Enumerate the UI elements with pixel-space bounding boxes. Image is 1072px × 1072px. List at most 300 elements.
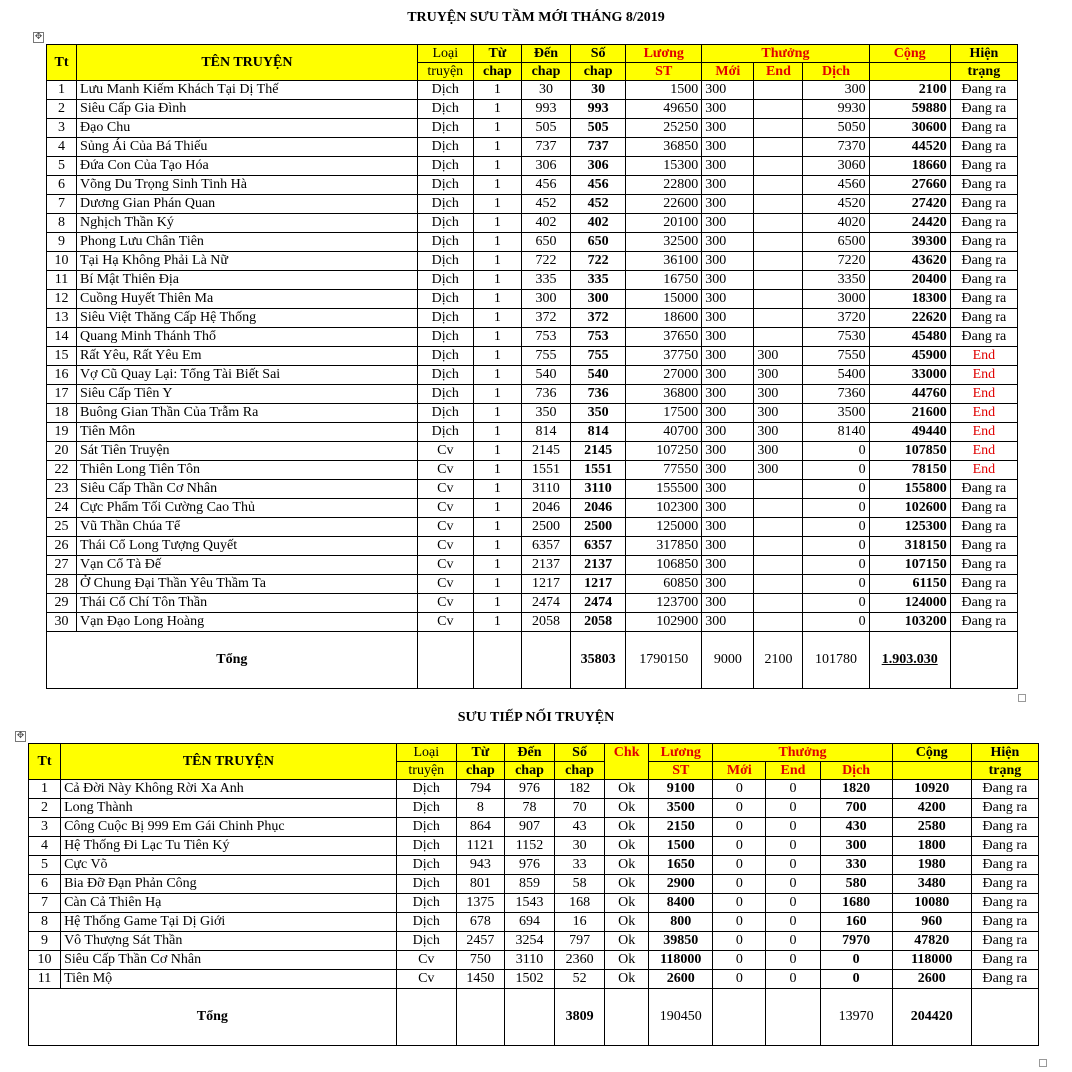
cell-end [754, 290, 803, 309]
cell-so: 722 [571, 252, 626, 271]
col-tu-2: chap [473, 63, 521, 81]
cell-status: End [950, 347, 1017, 366]
cell-cong: 30600 [869, 119, 950, 138]
cell-name: Nghịch Thần Ký [77, 214, 418, 233]
cell-end [754, 233, 803, 252]
cell-tt: 3 [47, 119, 77, 138]
cell-end [754, 518, 803, 537]
cell-tu: 2457 [456, 932, 504, 951]
cell-name: Cả Đời Này Không Rời Xa Anh [61, 780, 397, 799]
cell-cong: 10920 [892, 780, 971, 799]
cell-dich: 0 [820, 970, 892, 989]
col-end: End [754, 63, 803, 81]
cell-tt: 26 [47, 537, 77, 556]
cell-dich: 5400 [803, 366, 869, 385]
cell-dich: 0 [803, 594, 869, 613]
cell-tt: 5 [29, 856, 61, 875]
cell-luong: 60850 [626, 575, 702, 594]
cell-end [754, 328, 803, 347]
cell-tt: 11 [47, 271, 77, 290]
cell-luong: 17500 [626, 404, 702, 423]
cell-dich: 1820 [820, 780, 892, 799]
col2-hien: Hiện [971, 744, 1038, 762]
cell-dich: 330 [820, 856, 892, 875]
cell-tu: 1 [473, 423, 521, 442]
cell-cong: 45900 [869, 347, 950, 366]
col2-moi: Mới [713, 762, 766, 780]
col-luong: Lương [626, 45, 702, 63]
cell-dich: 3500 [803, 404, 869, 423]
table-row [47, 347, 1018, 366]
cell-so: 168 [555, 894, 605, 913]
cell-moi: 300 [702, 347, 754, 366]
cell-loai: Dịch [417, 404, 473, 423]
cell-end: 0 [766, 856, 820, 875]
cell-den: 300 [521, 290, 570, 309]
cell-chk: Ok [605, 780, 649, 799]
cell-cong: 59880 [869, 100, 950, 119]
cell-cong: 39300 [869, 233, 950, 252]
col-luong-2: ST [626, 63, 702, 81]
cell-end: 0 [766, 894, 820, 913]
cell-den: 2058 [521, 613, 570, 632]
cell-moi: 300 [702, 119, 754, 138]
cell-end [754, 309, 803, 328]
cell-chk: Ok [605, 894, 649, 913]
cell-loai: Dịch [396, 799, 456, 818]
col-cong-2 [869, 63, 950, 81]
cell-den: 372 [521, 309, 570, 328]
cell-den: 736 [521, 385, 570, 404]
col-loai: Loại [417, 45, 473, 63]
cell-loai: Dịch [417, 385, 473, 404]
cell-den: 976 [504, 780, 554, 799]
table-row [47, 328, 1018, 347]
cell-tu: 943 [456, 856, 504, 875]
cell-status: Đang ra [971, 932, 1038, 951]
cell-luong: 36100 [626, 252, 702, 271]
col2-so: Số [555, 744, 605, 762]
cell-tu: 1450 [456, 970, 504, 989]
cell-cong: 1980 [892, 856, 971, 875]
cell-status: Đang ra [971, 894, 1038, 913]
cell-luong: 18600 [626, 309, 702, 328]
cell-tu: 1 [473, 290, 521, 309]
cell-tt: 19 [47, 423, 77, 442]
table-row [47, 157, 1018, 176]
cell-cong: 1800 [892, 837, 971, 856]
cell-status: Đang ra [950, 556, 1017, 575]
col-hien: Hiện [950, 45, 1017, 63]
move-handle-icon-2[interactable]: ✥ [16, 731, 25, 741]
cell-loai: Dịch [396, 894, 456, 913]
cell-status: End [950, 461, 1017, 480]
col2-den-2: chap [504, 762, 554, 780]
cell-den: 3254 [504, 932, 554, 951]
cell-status: Đang ra [950, 138, 1017, 157]
cell-cong: 45480 [869, 328, 950, 347]
cell-so: 456 [571, 176, 626, 195]
cell-cong: 2580 [892, 818, 971, 837]
cell-loai: Cv [417, 537, 473, 556]
cell-tu: 1 [473, 461, 521, 480]
cell-loai: Cv [417, 480, 473, 499]
col-den-2: chap [521, 63, 570, 81]
total2-dich: 13970 [820, 989, 892, 1046]
cell-name: Hệ Thống Game Tại Dị Giới [61, 913, 397, 932]
cell-end: 300 [754, 461, 803, 480]
cell-loai: Cv [417, 461, 473, 480]
cell-loai: Dịch [396, 837, 456, 856]
cell-status: Đang ra [950, 233, 1017, 252]
cell-moi: 0 [713, 818, 766, 837]
cell-tu: 1 [473, 366, 521, 385]
table1-total-row [47, 632, 1018, 689]
cell-tt: 9 [29, 932, 61, 951]
cell-end: 0 [766, 875, 820, 894]
cell-end [754, 480, 803, 499]
cell-dich: 0 [803, 613, 869, 632]
cell-name: Tại Hạ Không Phải Là Nữ [77, 252, 418, 271]
cell-so: 755 [571, 347, 626, 366]
cell-name: Cực Võ [61, 856, 397, 875]
cell-name: Sủng Ái Của Bá Thiếu [77, 138, 418, 157]
table2-resize-handle[interactable] [1039, 1059, 1047, 1067]
cell-dich: 0 [803, 480, 869, 499]
cell-tu: 864 [456, 818, 504, 837]
total-cong: 1.903.030 [881, 652, 938, 667]
cell-so: 814 [571, 423, 626, 442]
cell-end: 300 [754, 423, 803, 442]
cell-luong: 317850 [626, 537, 702, 556]
cell-loai: Dịch [417, 100, 473, 119]
cell-dich: 5050 [803, 119, 869, 138]
total2-luong: 190450 [649, 989, 713, 1046]
cell-name: Vũ Thần Chúa Tể [77, 518, 418, 537]
cell-chk: Ok [605, 837, 649, 856]
cell-tt: 6 [29, 875, 61, 894]
cell-end: 300 [754, 366, 803, 385]
col-thuong: Thưởng [702, 45, 869, 63]
cell-dich: 0 [820, 951, 892, 970]
cell-tt: 16 [47, 366, 77, 385]
cell-den: 814 [521, 423, 570, 442]
cell-tu: 1 [473, 518, 521, 537]
cell-status: Đang ra [971, 875, 1038, 894]
cell-luong: 1650 [649, 856, 713, 875]
cell-tt: 7 [29, 894, 61, 913]
cell-tt: 1 [47, 81, 77, 100]
cell-end [754, 271, 803, 290]
cell-moi: 300 [702, 271, 754, 290]
cell-den: 1502 [504, 970, 554, 989]
cell-den: 2046 [521, 499, 570, 518]
cell-end [754, 81, 803, 100]
table-row [47, 214, 1018, 233]
cell-moi: 300 [702, 594, 754, 613]
table-row [47, 461, 1018, 480]
cell-moi: 300 [702, 461, 754, 480]
col2-luong: Lương [649, 744, 713, 762]
cell-loai: Dịch [417, 347, 473, 366]
cell-end [754, 119, 803, 138]
cell-end [754, 214, 803, 233]
cell-so: 372 [571, 309, 626, 328]
cell-so: 2046 [571, 499, 626, 518]
cell-cong: 2600 [892, 970, 971, 989]
cell-tt: 4 [29, 837, 61, 856]
cell-end [754, 100, 803, 119]
cell-so: 993 [571, 100, 626, 119]
cell-moi: 300 [702, 100, 754, 119]
cell-status: Đang ra [971, 856, 1038, 875]
table-row [47, 100, 1018, 119]
cell-den: 78 [504, 799, 554, 818]
cell-den: 402 [521, 214, 570, 233]
cell-tt: 13 [47, 309, 77, 328]
cell-so: 33 [555, 856, 605, 875]
cell-status: Đang ra [950, 480, 1017, 499]
cell-so: 30 [555, 837, 605, 856]
cell-name: Công Cuộc Bị 999 Em Gái Chinh Phục [61, 818, 397, 837]
cell-den: 2145 [521, 442, 570, 461]
cell-name: Lưu Manh Kiếm Khách Tại Dị Thế [77, 81, 418, 100]
cell-name: Quang Minh Thánh Thổ [77, 328, 418, 347]
cell-cong: 18300 [869, 290, 950, 309]
cell-tu: 1375 [456, 894, 504, 913]
cell-den: 1551 [521, 461, 570, 480]
cell-luong: 15300 [626, 157, 702, 176]
cell-end [754, 499, 803, 518]
total2-cong: 204420 [892, 989, 971, 1046]
cell-moi: 0 [713, 951, 766, 970]
cell-dich: 160 [820, 913, 892, 932]
cell-name: Siêu Cấp Thần Cơ Nhân [61, 951, 397, 970]
cell-luong: 36800 [626, 385, 702, 404]
cell-luong: 2150 [649, 818, 713, 837]
cell-end: 0 [766, 913, 820, 932]
cell-tt: 17 [47, 385, 77, 404]
cell-cong: 107150 [869, 556, 950, 575]
table-row [47, 233, 1018, 252]
cell-moi: 300 [702, 575, 754, 594]
cell-tu: 8 [456, 799, 504, 818]
cell-so: 30 [571, 81, 626, 100]
cell-loai: Dịch [417, 309, 473, 328]
cell-loai: Dịch [417, 328, 473, 347]
cell-tt: 4 [47, 138, 77, 157]
cell-den: 755 [521, 347, 570, 366]
cell-tu: 1 [473, 480, 521, 499]
cell-luong: 77550 [626, 461, 702, 480]
cell-so: 753 [571, 328, 626, 347]
cell-moi: 0 [713, 799, 766, 818]
cell-chk: Ok [605, 932, 649, 951]
cell-dich: 580 [820, 875, 892, 894]
cell-dich: 7530 [803, 328, 869, 347]
table-row [47, 518, 1018, 537]
col2-loai-2: truyện [396, 762, 456, 780]
cell-dich: 300 [820, 837, 892, 856]
cell-luong: 36850 [626, 138, 702, 157]
cell-end: 0 [766, 799, 820, 818]
col-hien-2: trạng [950, 63, 1017, 81]
cell-loai: Dịch [396, 818, 456, 837]
cell-moi: 300 [702, 214, 754, 233]
cell-tu: 1 [473, 309, 521, 328]
cell-luong: 2600 [649, 970, 713, 989]
cell-loai: Dịch [417, 195, 473, 214]
cell-tu: 1 [473, 176, 521, 195]
cell-loai: Cv [417, 575, 473, 594]
cell-so: 3110 [571, 480, 626, 499]
col2-luong-2: ST [649, 762, 713, 780]
col2-dich: Dịch [820, 762, 892, 780]
cell-tt: 23 [47, 480, 77, 499]
cell-loai: Dịch [417, 176, 473, 195]
cell-dich: 0 [803, 537, 869, 556]
cell-cong: 78150 [869, 461, 950, 480]
cell-cong: 44520 [869, 138, 950, 157]
table-row [47, 385, 1018, 404]
cell-moi: 300 [702, 252, 754, 271]
cell-tt: 6 [47, 176, 77, 195]
cell-tu: 1 [473, 594, 521, 613]
table-row [47, 138, 1018, 157]
cell-end: 0 [766, 932, 820, 951]
cell-loai: Dịch [417, 138, 473, 157]
cell-tt: 2 [47, 100, 77, 119]
cell-tt: 3 [29, 818, 61, 837]
cell-name: Cuồng Huyết Thiên Ma [77, 290, 418, 309]
cell-status: Đang ra [950, 271, 1017, 290]
cell-tu: 1 [473, 214, 521, 233]
cell-chk: Ok [605, 970, 649, 989]
total-luong: 1790150 [626, 632, 702, 689]
cell-cong: 33000 [869, 366, 950, 385]
cell-end: 0 [766, 818, 820, 837]
cell-so: 16 [555, 913, 605, 932]
table1 [46, 44, 1018, 689]
cell-status: End [950, 442, 1017, 461]
cell-luong: 22600 [626, 195, 702, 214]
cell-moi: 300 [702, 613, 754, 632]
cell-luong: 32500 [626, 233, 702, 252]
table-row [47, 613, 1018, 632]
cell-tu: 794 [456, 780, 504, 799]
cell-den: 2137 [521, 556, 570, 575]
cell-end [754, 138, 803, 157]
cell-dich: 300 [803, 81, 869, 100]
cell-luong: 106850 [626, 556, 702, 575]
cell-name: Vạn Đạo Long Hoàng [77, 613, 418, 632]
cell-den: 456 [521, 176, 570, 195]
cell-tt: 11 [29, 970, 61, 989]
cell-luong: 9100 [649, 780, 713, 799]
cell-tt: 22 [47, 461, 77, 480]
cell-name: Thiên Long Tiên Tôn [77, 461, 418, 480]
cell-tu: 1 [473, 385, 521, 404]
col2-loai: Loại [396, 744, 456, 762]
cell-moi: 0 [713, 932, 766, 951]
cell-moi: 300 [702, 81, 754, 100]
cell-name: Hệ Thống Đi Lạc Tu Tiên Ký [61, 837, 397, 856]
cell-loai: Dịch [417, 423, 473, 442]
cell-dich: 0 [803, 461, 869, 480]
move-handle-icon[interactable]: ✥ [34, 32, 43, 42]
cell-name: Vạn Cổ Tà Đế [77, 556, 418, 575]
cell-moi: 300 [702, 328, 754, 347]
cell-moi: 300 [702, 385, 754, 404]
cell-dich: 3000 [803, 290, 869, 309]
cell-luong: 8400 [649, 894, 713, 913]
cell-name: Đứa Con Của Tạo Hóa [77, 157, 418, 176]
cell-so: 2145 [571, 442, 626, 461]
cell-tt: 9 [47, 233, 77, 252]
cell-tu: 1 [473, 100, 521, 119]
cell-dich: 0 [803, 518, 869, 537]
cell-so: 306 [571, 157, 626, 176]
cell-dich: 3720 [803, 309, 869, 328]
col2-cong-2 [892, 762, 971, 780]
cell-name: Thái Cổ Long Tượng Quyết [77, 537, 418, 556]
total2-so: 3809 [555, 989, 605, 1046]
cell-status: Đang ra [950, 195, 1017, 214]
cell-name: Ở Chung Đại Thần Yêu Thầm Ta [77, 575, 418, 594]
cell-status: Đang ra [971, 780, 1038, 799]
cell-luong: 1500 [649, 837, 713, 856]
cell-so: 452 [571, 195, 626, 214]
cell-cong: 4200 [892, 799, 971, 818]
cell-tu: 1 [473, 499, 521, 518]
cell-luong: 27000 [626, 366, 702, 385]
col-den: Đến [521, 45, 570, 63]
cell-dich: 7220 [803, 252, 869, 271]
cell-name: Tiên Mộ [61, 970, 397, 989]
cell-end [754, 157, 803, 176]
cell-tu: 1 [473, 233, 521, 252]
cell-tu: 1 [473, 195, 521, 214]
cell-tt: 8 [47, 214, 77, 233]
cell-end: 300 [754, 347, 803, 366]
cell-dich: 0 [803, 499, 869, 518]
cell-chk: Ok [605, 799, 649, 818]
cell-status: End [950, 404, 1017, 423]
cell-status: Đang ra [950, 176, 1017, 195]
cell-end: 0 [766, 951, 820, 970]
table-row [47, 499, 1018, 518]
cell-den: 3110 [504, 951, 554, 970]
cell-tt: 28 [47, 575, 77, 594]
cell-loai: Dịch [396, 932, 456, 951]
cell-loai: Dịch [396, 856, 456, 875]
cell-cong: 10080 [892, 894, 971, 913]
cell-den: 350 [521, 404, 570, 423]
table1-resize-handle[interactable] [1018, 694, 1026, 702]
cell-status: Đang ra [950, 575, 1017, 594]
cell-cong: 155800 [869, 480, 950, 499]
cell-cong: 27660 [869, 176, 950, 195]
col-so: Số [571, 45, 626, 63]
table-row [47, 271, 1018, 290]
cell-status: Đang ra [971, 913, 1038, 932]
table-row [29, 875, 1039, 894]
cell-cong: 107850 [869, 442, 950, 461]
cell-cong: 118000 [892, 951, 971, 970]
cell-status: Đang ra [950, 309, 1017, 328]
cell-moi: 300 [702, 233, 754, 252]
cell-moi: 0 [713, 856, 766, 875]
